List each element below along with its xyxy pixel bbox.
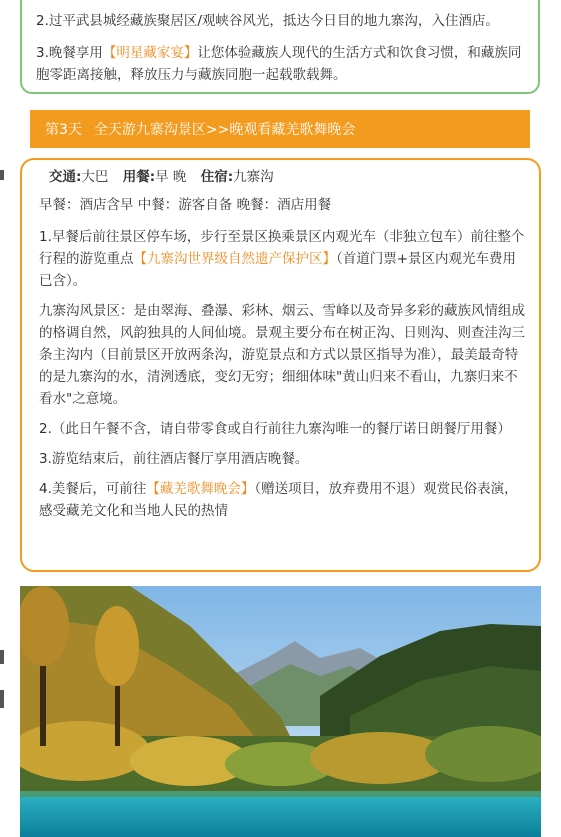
day-number: 第3天 [45, 122, 82, 138]
itinerary-item-1 [39, 226, 527, 292]
edge-mark [0, 650, 4, 664]
trip-info-row [39, 166, 527, 188]
transport-label: 交通: [49, 169, 82, 185]
item4-text-pre: 4.美餐后，可前往 [39, 481, 147, 497]
day3-header [30, 110, 530, 148]
item1-highlight-link[interactable]: 【九寨沟世界级自然遗产保护区】 [133, 251, 336, 267]
item3-highlight-link[interactable]: 【明星藏家宴】 [102, 45, 198, 61]
item1-text-post: （首道门票+景区内观光车费用已含）。 [39, 251, 517, 289]
itinerary-item-3: 3.游览结束后，前往酒店餐厅享用酒店晚餐。 [39, 451, 309, 467]
day2-itinerary-card [20, 0, 540, 94]
item4-highlight-link[interactable]: 【藏羌歌舞晚会】 [146, 481, 255, 497]
item1-text-pre: 1.早餐后前往景区停车场，步行至景区换乘景区内观光车（非独立包车）前往整个行程的游览重点 [39, 229, 525, 267]
item3-text-pre: 3.晚餐享用 [36, 45, 103, 61]
landscape-photo [20, 586, 541, 837]
edge-mark [0, 170, 4, 180]
lodging-value: 九寨沟 [233, 169, 274, 185]
scenic-area-intro: 九寨沟风景区：是由翠海、叠瀑、彩林、烟云、雪峰以及奇异多彩的藏族风情组成的格调自然，风韵独具的人间仙境。景观主要分布在树正沟、日则沟、则查洼沟三条主沟内（目前景区开放两条沟，游览景点和方式以景区指导为准），最美最奇特的是九寨沟的水，清洌透底，变幻无穷；细细体味"黄山归来不看山，九寨归来不看水"之意境。 [39, 303, 525, 407]
day-title: 全天游九寨沟景区>>晚观看藏羌歌舞晚会 [93, 122, 356, 138]
itinerary-item-4 [39, 478, 527, 522]
transport-value: 大巴 [81, 169, 109, 185]
itinerary-item-2: 2.（此日午餐不含，请自带零食或自行前往九寨沟唯一的餐厅诺日朗餐厅用餐） [39, 421, 511, 437]
landscape-photo-icon [20, 586, 541, 837]
itinerary-item-2: 2.过平武县城经藏族聚居区/观峡谷风光，抵达今日目的地九寨沟，入住酒店。 [36, 13, 499, 29]
meals-value: 早 晚 [155, 169, 187, 185]
item3-text-post: 让您体验藏族人现代的生活方式和饮食习惯，和藏族同胞零距离接触，释放压力与藏族同胞一起载歌载舞。 [36, 45, 522, 83]
edge-mark [0, 690, 4, 708]
item4-text-post: （赠送项目，放弃费用不退）观赏民俗表演，感受藏羌文化和当地人民的热情 [39, 481, 518, 519]
meals-label: 用餐: [122, 169, 156, 185]
meals-detail: 早餐：酒店含早 中餐：游客自备 晚餐：酒店用餐 [39, 197, 332, 213]
itinerary-item-3 [36, 42, 526, 86]
day3-itinerary-card [20, 158, 541, 572]
lodging-label: 住宿: [200, 169, 234, 185]
